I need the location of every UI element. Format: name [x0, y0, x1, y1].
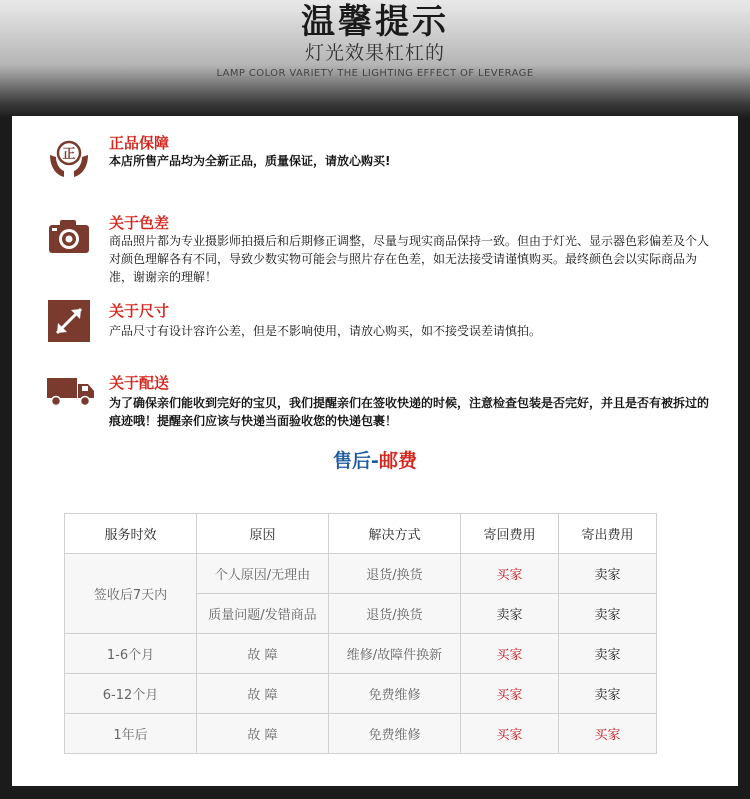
table-row [65, 554, 657, 594]
cell-reason: 故 障 [197, 634, 329, 674]
table-row [65, 674, 657, 714]
hands-genuine-icon [46, 135, 92, 181]
notice-title: 正品保障 [109, 134, 170, 152]
header-banner [0, 0, 750, 118]
cell-solution: 退货/换货 [329, 554, 461, 594]
notice-panel [12, 116, 738, 786]
cell-solution: 免费维修 [329, 714, 461, 754]
cell-solution: 免费维修 [329, 674, 461, 714]
cell-send-fee: 买家 [559, 714, 657, 754]
cell-return-fee: 卖家 [461, 594, 559, 634]
header-reason: 原因 [197, 514, 329, 554]
cell-reason: 质量问题/发错商品 [197, 594, 329, 634]
truck-icon [46, 370, 96, 416]
svg-text:正: 正 [62, 147, 76, 162]
cell-reason: 故 障 [197, 714, 329, 754]
aftersale-table [64, 513, 657, 754]
aftersale-separator: - [371, 450, 379, 472]
cell-reason: 个人原因/无理由 [197, 554, 329, 594]
cell-period: 6-12个月 [65, 674, 197, 714]
postage-label: 邮费 [378, 450, 417, 472]
cell-reason: 故 障 [197, 674, 329, 714]
header-service-period: 服务时效 [65, 514, 197, 554]
cell-send-fee: 卖家 [559, 594, 657, 634]
table-header-row [65, 514, 657, 554]
header-return-fee: 寄回费用 [461, 514, 559, 554]
header-send-fee: 寄出费用 [559, 514, 657, 554]
cell-send-fee: 卖家 [559, 634, 657, 674]
banner-subtitle: 灯光效果杠杠的 [304, 42, 445, 64]
cell-period: 签收后7天内 [65, 554, 197, 634]
cell-solution: 维修/故障件换新 [329, 634, 461, 674]
resize-arrow-icon [46, 298, 92, 344]
aftersale-label: 售后 [333, 450, 372, 472]
cell-solution: 退货/换货 [329, 594, 461, 634]
cell-return-fee: 买家 [461, 674, 559, 714]
cell-send-fee: 卖家 [559, 674, 657, 714]
banner-english-tagline: LAMP COLOR VARIETY THE LIGHTING EFFECT OF LEVERAGE [216, 68, 534, 79]
cell-period: 1-6个月 [65, 634, 197, 674]
table-row [65, 714, 657, 754]
notice-text: 本店所售产品均为全新正品，质量保证，请放心购买! [109, 154, 391, 168]
header-solution: 解决方式 [329, 514, 461, 554]
notice-text: 产品尺寸有设计容许公差，但是不影响使用，请放心购买，如不接受误差请慎拍。 [109, 324, 542, 338]
aftersale-heading [12, 446, 738, 473]
notice-title: 关于色差 [109, 214, 170, 232]
cell-period: 1年后 [65, 714, 197, 754]
notice-text: 商品照片都为专业摄影师拍摄后和后期修正调整，尽量与现实商品保持一致。但由于灯光、显示器色彩偏差及个人对颜色理解各有不同，导致少数实物可能会与照片存在色差，如无法接受请谨慎购买。最终颜色会以实际商品为准，谢谢亲的理解！ [109, 234, 710, 284]
table-row [65, 634, 657, 674]
cell-return-fee: 买家 [461, 554, 559, 594]
notice-title: 关于配送 [109, 374, 170, 392]
cell-return-fee: 买家 [461, 634, 559, 674]
notice-title: 关于尺寸 [109, 302, 170, 320]
cell-send-fee: 卖家 [559, 554, 657, 594]
cell-return-fee: 买家 [461, 714, 559, 754]
banner-title: 温馨提示 [301, 2, 449, 42]
camera-icon [46, 214, 92, 260]
notice-text: 为了确保亲们能收到完好的宝贝，我们提醒亲们在签收快递的时候，注意检查包装是否完好，并且是否有被拆过的痕迹哦！提醒亲们应该与快递当面验收您的快递包裹！ [109, 396, 710, 428]
